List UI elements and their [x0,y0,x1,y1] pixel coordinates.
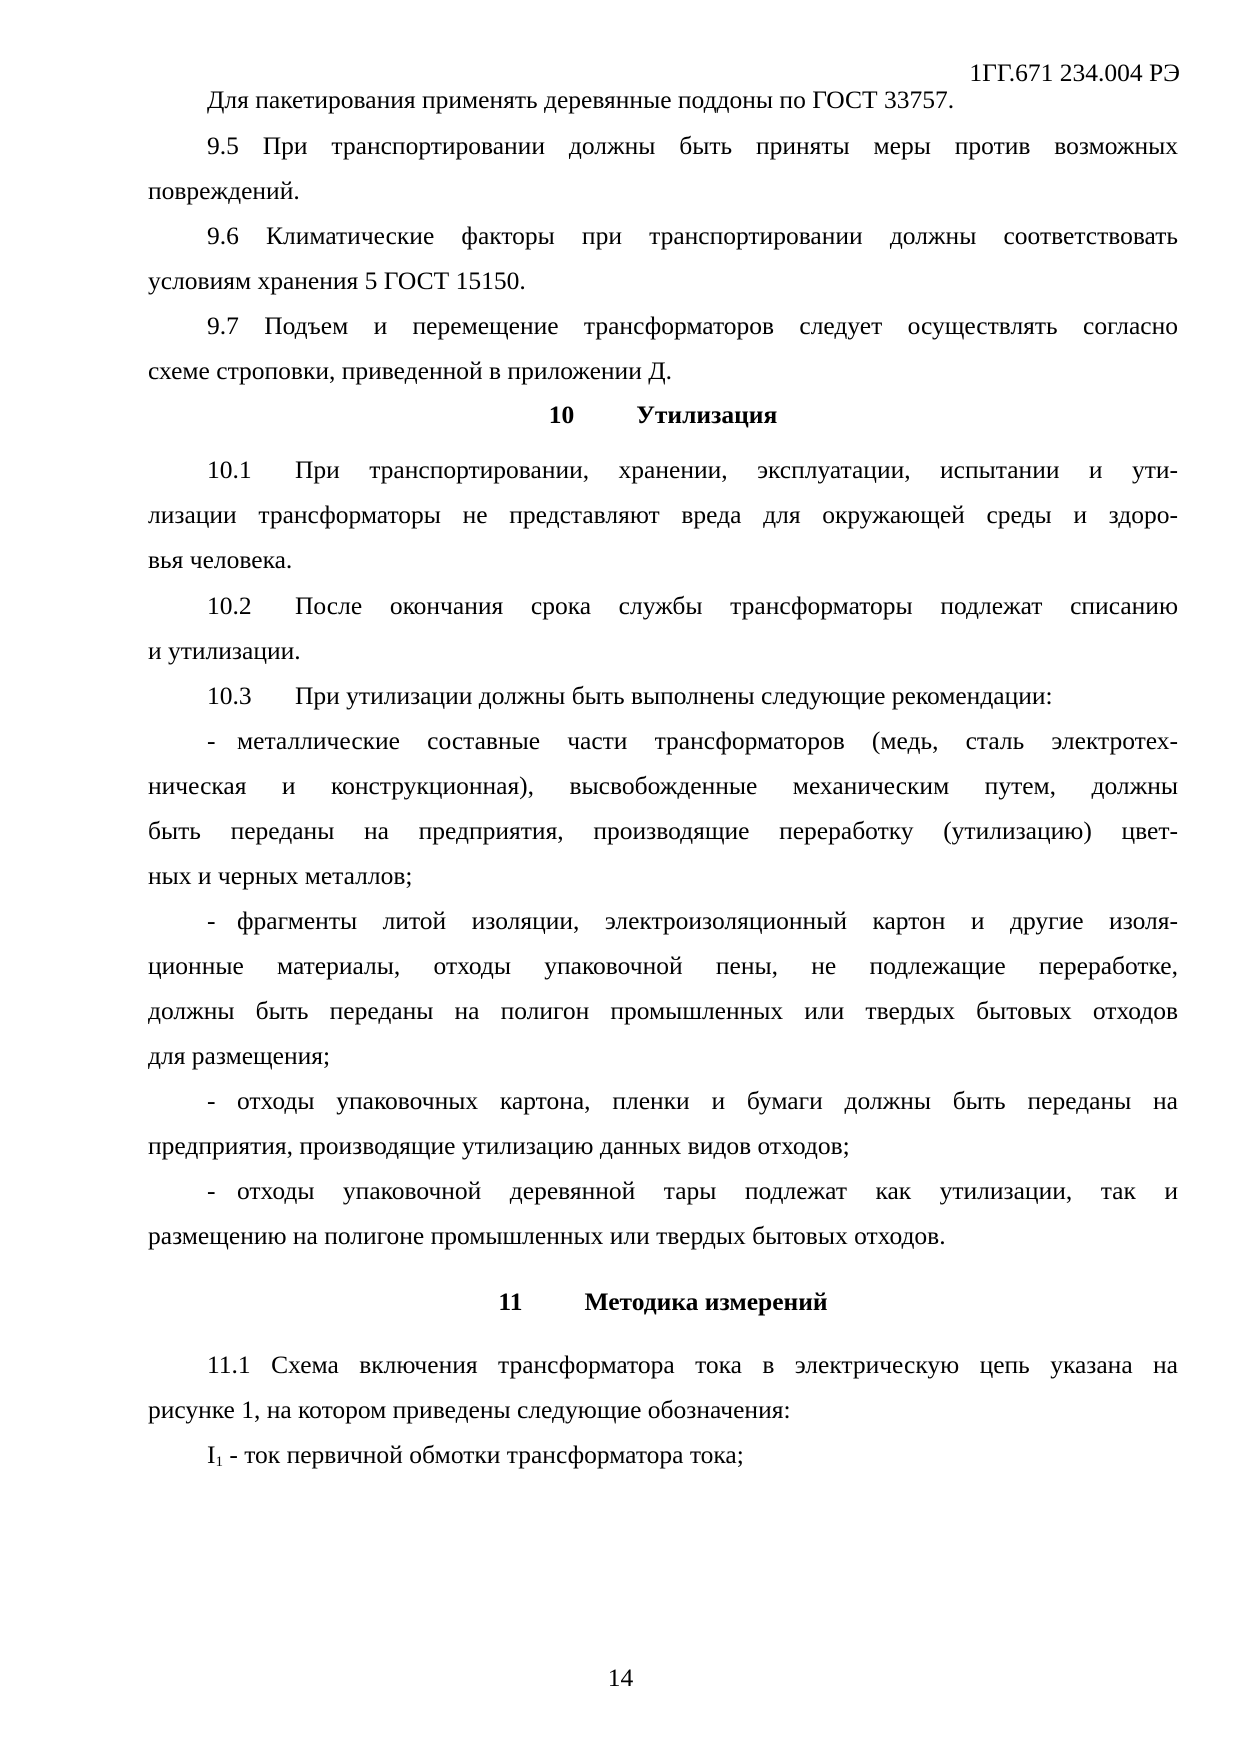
paragraph-number: 10.1 [207,455,252,484]
paragraph-packaging: Для пакетирования применять деревянные поддоны по ГОСТ 33757. [207,85,955,114]
bullet-3-line2: предприятия, производящие утилизацию данных видов отходов; [148,1131,850,1160]
bullet-dash: - [207,1086,216,1115]
bullet-2-line1 [207,906,1178,936]
paragraph-9-5-line2: повреждений. [148,176,300,205]
bullet-1-line1 [207,726,1178,756]
paragraph-10-2-line1 [207,591,1178,621]
bullet-1-line2: ническая и конструкционная), высвобожденные механическим путем, должны [148,771,1178,800]
paragraph-10-1-line3: вья человека. [148,545,293,574]
definition-text: - ток первичной обмотки трансформатора тока; [223,1440,744,1469]
paragraph-text: При транспортировании, хранении, эксплуатации, испытании и ути- [295,455,1178,484]
paragraph-11-1-line1: 11.1 Схема включения трансформатора тока в электрическую цепь указана на [207,1350,1178,1379]
section-number: 10 [548,400,575,429]
paragraph-number: 10.2 [207,591,252,620]
section-title: Методика измерений [584,1287,828,1316]
definition-i1 [207,1440,1178,1470]
bullet-text: фрагменты литой изоляции, электроизоляционный картон и другие изоля- [237,906,1178,935]
paragraph-9-7-line1: 9.7 Подъем и перемещение трансформаторов следует осуществлять согласно [207,311,1178,340]
paragraph-10-1-line2: лизации трансформаторы не представляют вреда для окружающей среды и здоро- [148,500,1178,529]
bullet-dash: - [207,726,216,755]
bullet-dash: - [207,906,216,935]
section-number: 11 [498,1287,523,1316]
bullet-dash: - [207,1176,216,1205]
symbol-subscript: 1 [215,1454,223,1470]
bullet-2-line3: должны быть переданы на полигон промышленных или твердых бытовых отходов [148,996,1178,1025]
bullet-4-line1 [207,1176,1178,1206]
bullet-text: отходы упаковочной деревянной тары подлежат как утилизации, так и [237,1176,1178,1205]
bullet-1-line3: быть переданы на предприятия, производящие переработку (утилизацию) цвет- [148,816,1178,845]
bullet-1-line4: ных и черных металлов; [148,861,413,890]
bullet-2-line4: для размещения; [148,1041,331,1070]
paragraph-number: 10.3 [207,681,252,710]
paragraph-10-1-line1 [207,455,1178,485]
paragraph-9-5-line1: 9.5 При транспортировании должны быть приняты меры против возможных [207,131,1178,160]
bullet-text: отходы упаковочных картона, пленки и бумаги должны быть переданы на [237,1086,1178,1115]
bullet-3-line1 [207,1086,1178,1116]
paragraph-text: При утилизации должны быть выполнены следующие рекомендации: [295,681,1053,710]
bullet-text: металлические составные части трансформаторов (медь, сталь электротех- [237,726,1178,755]
document-code: 1ГГ.671 234.004 РЭ [969,58,1180,87]
paragraph-11-1-line2: рисунке 1, на котором приведены следующие обозначения: [148,1395,791,1424]
paragraph-9-6-line1: 9.6 Климатические факторы при транспортировании должны соответствовать [207,221,1178,250]
bullet-2-line2: ционные материалы, отходы упаковочной пены, не подлежащие переработке, [148,951,1178,980]
paragraph-9-7-line2: схеме строповки, приведенной в приложении Д. [148,356,672,385]
paragraph-10-2-line2: и утилизации. [148,636,301,665]
symbol-i: I [207,1440,216,1469]
paragraph-10-3-line1 [207,681,1178,711]
section-title: Утилизация [636,400,778,429]
section-heading-11 [148,1287,1178,1317]
page-number: 14 [607,1663,634,1692]
paragraph-text: После окончания срока службы трансформаторы подлежат списанию [295,591,1178,620]
section-heading-10 [148,400,1178,430]
bullet-4-line2: размещению на полигоне промышленных или твердых бытовых отходов. [148,1221,946,1250]
paragraph-9-6-line2: условиям хранения 5 ГОСТ 15150. [148,266,526,295]
